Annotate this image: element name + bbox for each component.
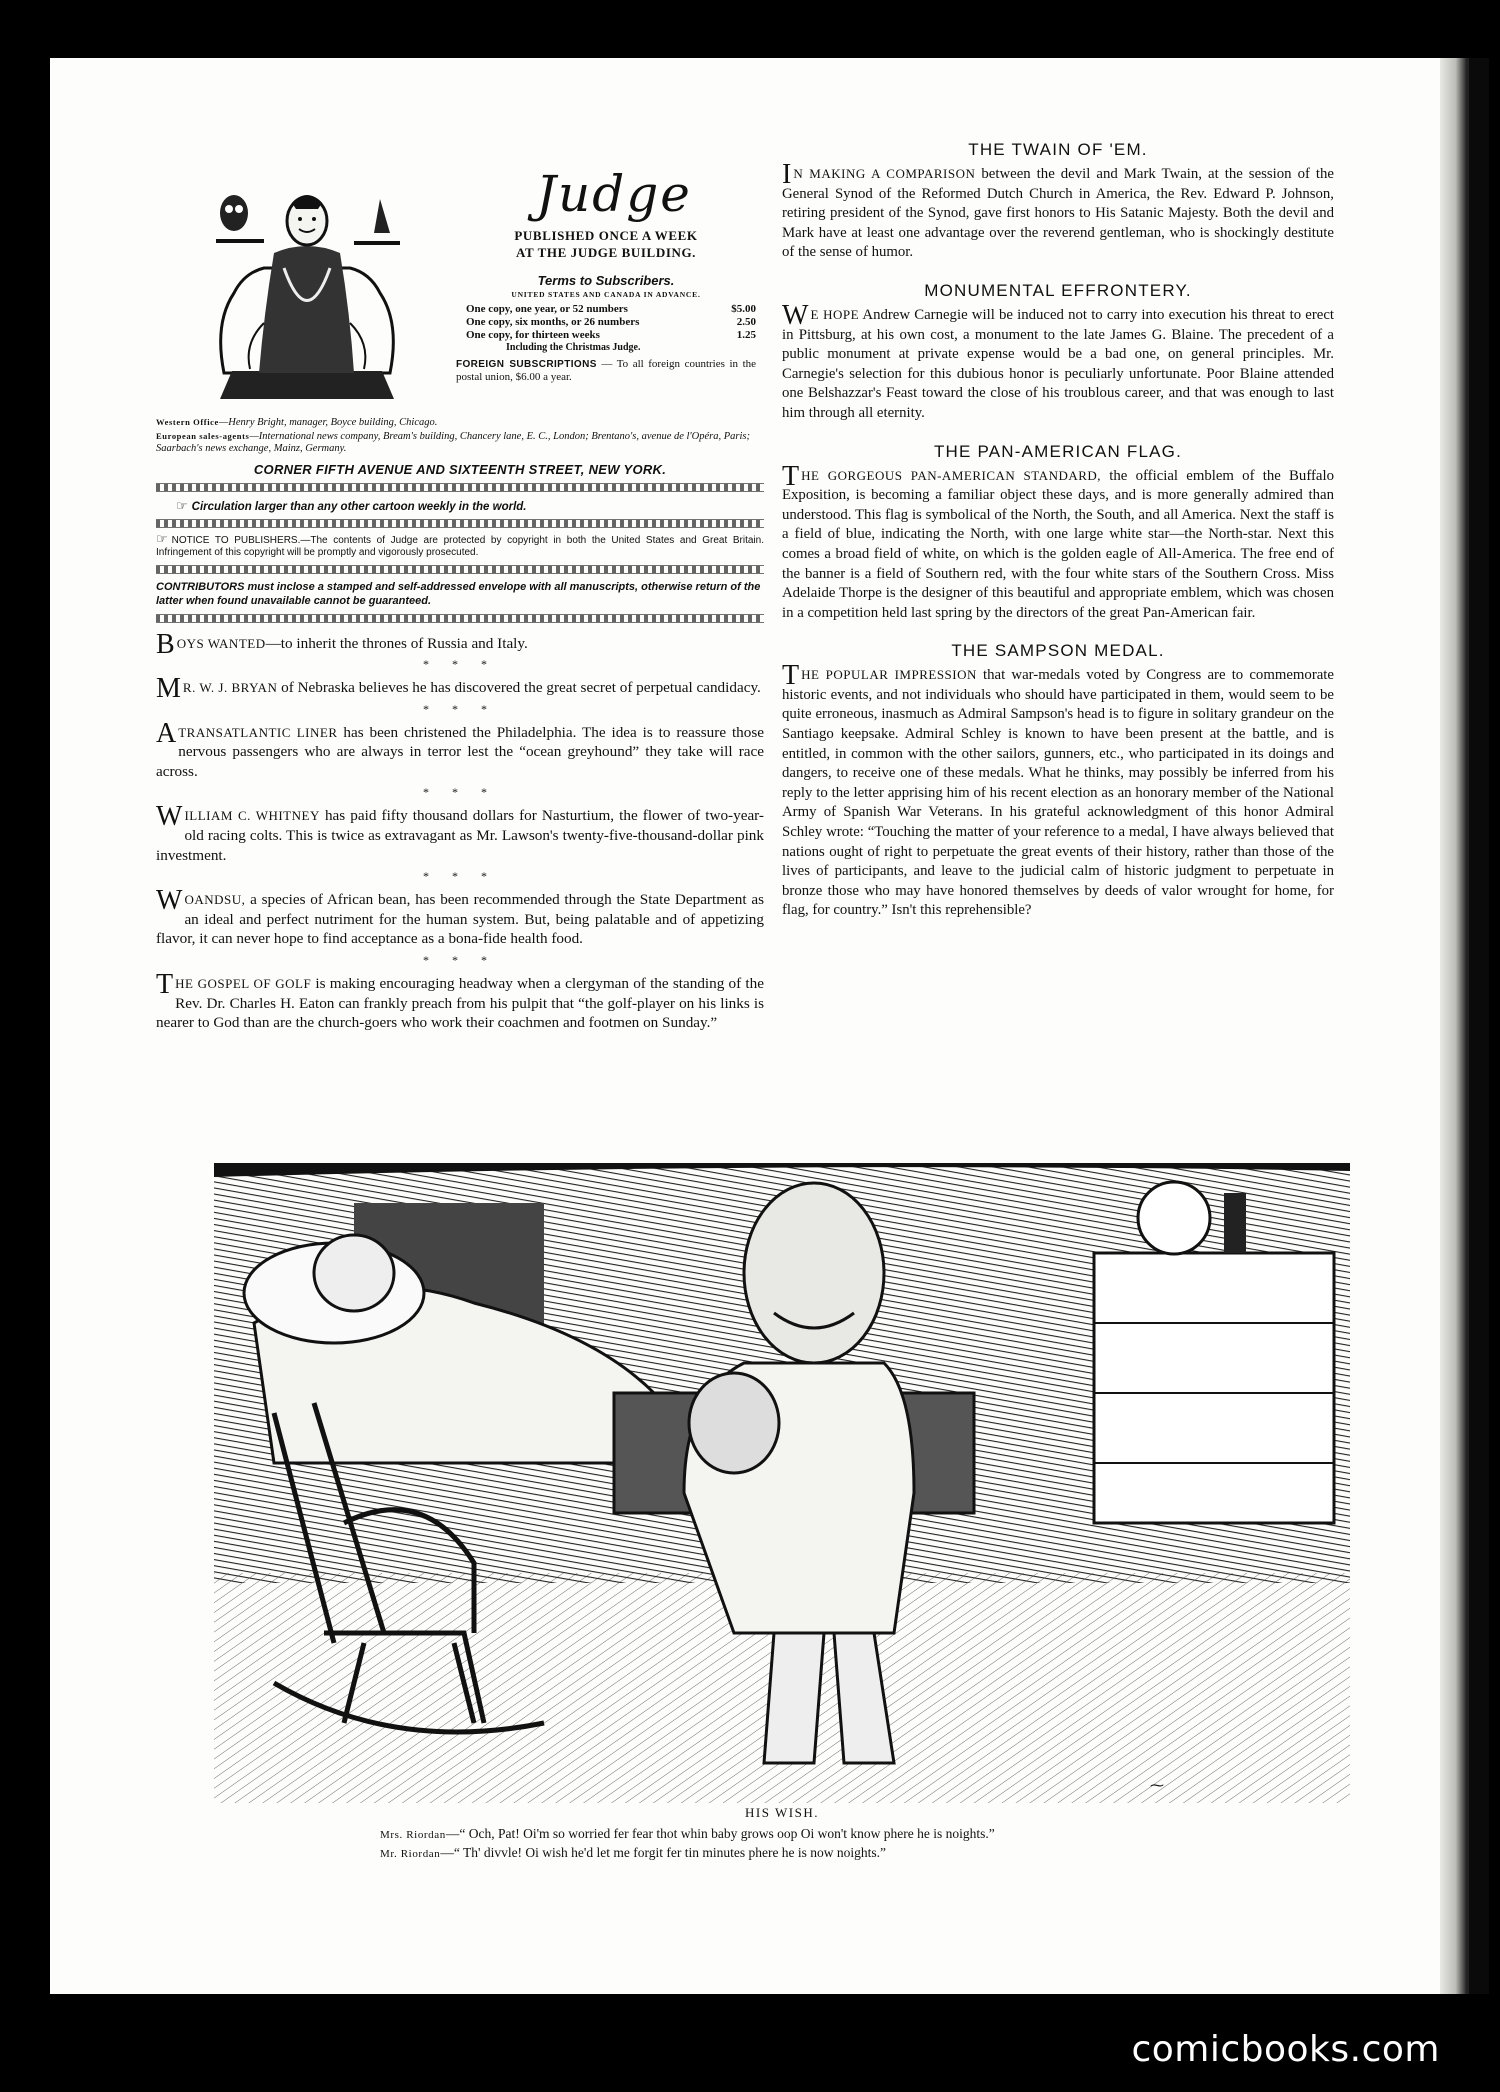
- item-lead: HE GOSPEL OF GOLF: [175, 976, 312, 992]
- article-title: MONUMENTAL EFFRONTERY.: [924, 280, 1192, 300]
- editorial-item: [156, 673, 764, 705]
- speaker: Mr. Riordan: [380, 1848, 441, 1860]
- article-text: Andrew Carnegie will be induced not to carry into execution his threat to erect in Pittsburg, at his own cost, a monument to the late James G. Blaine. The precedent of a public monument at private expense would be a bad one, on general principles. Mr. Carnegie's selection for this dubious honor is peculiarly unfortunate. Poor Blaine attended one Belshazzar's Feast toward the close of his troublous career, and that was enough to last him through all eternity.: [782, 306, 1334, 421]
- drop-cap: W: [156, 885, 183, 917]
- left-column: [156, 165, 764, 1033]
- judge-seated-figure-illustration: [204, 173, 410, 405]
- pointing-hand-icon: ☞: [176, 498, 188, 514]
- star-separator: * * *: [423, 953, 497, 968]
- article-text: between the devil and Mark Twain, at the session of the General Synod of the Reformed Dutch Church in America, the Rev. Edward P. Johnson, retiring president of the Synod, gave first honors to His Satanic Majesty. Both the devil and Mark have at least one advantage over the reverend gentleman, who is shockingly destitute of the sense of humor.: [782, 166, 1334, 261]
- western-text: —Henry Bright, manager, Boyce building, Chicago.: [218, 417, 438, 428]
- article-lead: N MAKING A COMPARISON: [793, 166, 976, 181]
- divider: [156, 614, 764, 623]
- foreign-subscriptions: [456, 358, 756, 384]
- item-lead: OANDSU,: [184, 892, 246, 908]
- article-body: [782, 660, 1334, 921]
- article-lead: HE POPULAR IMPRESSION: [801, 667, 977, 683]
- foreign-text: — To all foreign countries in the postal union, $6.00 a year.: [456, 358, 757, 383]
- drop-cap: A: [156, 717, 177, 749]
- price-row: [456, 329, 756, 342]
- divider: [156, 483, 764, 492]
- drop-cap: I: [782, 159, 792, 190]
- european-agents: [156, 430, 764, 456]
- circulation-line: [176, 499, 764, 514]
- star-separator: * * *: [423, 701, 497, 716]
- price-amount: $5.00: [731, 303, 756, 315]
- item-text: has been christened the Philadelphia. The idea is to reassure those nervous passengers who are always in terror lest the “ocean greyhound” they take will race across.: [156, 723, 764, 780]
- editorial-item: [156, 885, 764, 949]
- caption-line: [214, 1825, 1350, 1844]
- article-lead: HE GORGEOUS PAN-AMERICAN STANDARD,: [801, 467, 1102, 483]
- masthead-text: [456, 165, 756, 384]
- item-lead: R. W. J. BRYAN: [182, 680, 278, 696]
- drop-cap: W: [782, 299, 809, 331]
- contributors-note: CONTRIBUTORS must inclose a stamped and self-addressed envelope with all manuscripts, otherwise return of the latter when found unavailable cannot be guaranteed.: [156, 580, 761, 607]
- caption-line: [214, 1844, 1350, 1863]
- item-text: is making encouraging headway when a clergyman of the standing of the Rev. Dr. Charles H. Eaton can frankly preach from his pulpit that “the golf-player on his links is nearer to God than are the church-goers who work their coachmen and footmen on Sunday.”: [156, 975, 764, 1032]
- price-row: [456, 303, 756, 316]
- terms-heading: Terms to Subscribers.: [537, 273, 675, 288]
- drop-cap: T: [782, 660, 800, 692]
- article-title: THE TWAIN OF 'EM.: [968, 140, 1148, 159]
- cartoon-illustration: [214, 1163, 1350, 1803]
- bottle: [1224, 1193, 1246, 1253]
- star-separator: * * *: [423, 657, 497, 672]
- sleeping-woman: [314, 1235, 394, 1311]
- us-canada-note: UNITED STATES AND CANADA IN ADVANCE.: [511, 290, 701, 299]
- speaker: Mrs. Riordan: [380, 1829, 446, 1841]
- price-label: One copy, six months, or 26 numbers: [466, 316, 640, 328]
- notice-to-publishers: [156, 531, 764, 559]
- article-text: that war-medals voted by Congress are to commemorate historic events, and not individuals who should have participated in them, would seem to be quite erroneous, inasmuch as Admiral Sampson's head is to figure in solitary grandeur on the Santiago keepsake. Admiral Schley is known to have been present at the battle, and is entitled, in common with the other sailors, gunners, etc., who participated in its doings and dangers, to receive one of these medals. What he thinks, may possibly be inferred from his reply to the letter apprising him of his recent election as an honorary member of the National Army of Spanish War Veterans. In his grateful acknowledgment of this honor Admiral Schley wrote: “Touching the matter of your reference to a medal, I have always believed that nations ought of right to perpetuate the great events of their history, rather than those of the lives of participants, and leave to the judicial calm of historic judgment to perpetuate in bronze those who may have honored themselves by deeds of valor wrought for home, for flag, for country.” Isn't this reprehensible?: [782, 667, 1334, 919]
- right-column: [782, 140, 1334, 939]
- notice-text: NOTICE TO PUBLISHERS.—The contents of Judge are protected by copyright in both the United States and Great Britain. Infringement of this copyright will be promptly and vigorously prosecuted.: [156, 534, 764, 558]
- divider: [156, 519, 764, 528]
- cartoon-caption: [214, 1804, 1350, 1863]
- page-edge: [1440, 58, 1466, 1994]
- drop-cap: W: [156, 801, 183, 833]
- masthead: [156, 165, 764, 420]
- speech: —“ Th' divvle! Oi wish he'd let me forgit fer tin minutes phere he is now noights.”: [440, 1845, 887, 1860]
- price-label: One copy, one year, or 52 numbers: [466, 303, 628, 315]
- item-text: has paid fifty thousand dollars for Nasturtium, the flower of two-year-old racing colts. This is twice as extravagant as Mr. Lawson's twenty-five-thousand-dollar pink investment.: [156, 807, 764, 864]
- published-line-2: AT THE JUDGE BUILDING.: [515, 245, 697, 260]
- editorial-item: [156, 969, 764, 1033]
- western-label: Western Office: [156, 417, 219, 427]
- article-title: THE PAN-AMERICAN FLAG.: [933, 441, 1183, 461]
- european-text: —International news company, Bream's building, Chancery lane, E. C., London; Brentano's, avenue de l'Opéra, Paris; Saarbach's news exchange, Mainz, Germany.: [156, 430, 751, 454]
- article-title: THE SAMPSON MEDAL.: [951, 641, 1165, 661]
- watermark: comicbooks.com: [1131, 2029, 1440, 2070]
- book-spine: [1466, 58, 1489, 1994]
- price-amount: 1.25: [736, 329, 756, 341]
- cartoon-title: HIS WISH.: [745, 1805, 819, 1820]
- article-body: [782, 299, 1334, 424]
- divider: [156, 565, 764, 574]
- foreign-label: FOREIGN SUBSCRIPTIONS: [456, 359, 597, 370]
- european-label: European sales-agents: [156, 430, 250, 441]
- article-lead: E HOPE: [810, 306, 860, 322]
- editorial-item: [156, 717, 764, 782]
- dresser: [1094, 1253, 1334, 1523]
- article-text: the official emblem of the Buffalo Exposition, is becoming a familiar object these days, and is more generally admired than understood. This flag is symbolical of the North, the South, and all America. Next the staff is a field of blue, indicating the North, with one large white star—the North-star. Next this comes a broad field of white, on which is the golden eagle of All-America. The free end of the banner is a field of Southern red, with the four white stars of the Southern Cross. Miss Adelaide Thorpe is the designer of this beautiful and appropriate emblem, which was chosen in a competition held last spring by the directors of the great Pan-American fair.: [782, 467, 1334, 621]
- drop-cap: M: [156, 673, 181, 705]
- plate: [1138, 1182, 1210, 1254]
- address: CORNER FIFTH AVENUE AND SIXTEENTH STREET, NEW YORK.: [253, 461, 667, 477]
- item-text: a species of African bean, has been recommended through the State Department as an ideal and perfect nutriment for the human system. But, being palatable and of appetizing flavor, it can never hope to find acceptance as a bona-fide health food.: [156, 891, 764, 948]
- offices: [156, 416, 764, 456]
- price-amount: 2.50: [736, 316, 756, 328]
- item-text: —to inherit the thrones of Russia and Italy.: [265, 634, 528, 652]
- published-line-1: PUBLISHED ONCE A WEEK: [514, 228, 698, 243]
- item-text: of Nebraska believes he has discovered the great secret of perpetual candidacy.: [277, 679, 761, 697]
- circulation-text: Circulation larger than any other cartoon weekly in the world.: [191, 500, 527, 513]
- drop-cap: B: [156, 628, 175, 660]
- price-label: One copy, for thirteen weeks: [466, 329, 600, 341]
- item-lead: OYS WANTED: [176, 635, 266, 651]
- speech: —“ Och, Pat! Oi'm so worried fer fear thot whin baby grows oop Oi won't know phere he is noights.”: [445, 1826, 995, 1841]
- drop-cap: T: [156, 969, 174, 1001]
- editorial-item: [156, 801, 764, 865]
- artist-signature: ⁓: [1150, 1778, 1164, 1794]
- editorial-item: [156, 628, 764, 660]
- price-row: [456, 316, 756, 329]
- item-lead: ILLIAM C. WHITNEY: [184, 808, 320, 824]
- pointing-hand-icon: ☞: [156, 531, 168, 547]
- article-body: [782, 159, 1334, 263]
- drop-cap: T: [782, 460, 800, 492]
- star-separator: * * *: [423, 785, 497, 800]
- star-separator: * * *: [423, 869, 497, 884]
- christmas-note: Including the Christmas Judge.: [506, 342, 641, 353]
- judge-logo: Judge: [536, 165, 692, 223]
- article-body: [782, 460, 1334, 624]
- item-lead: TRANSATLANTIC LINER: [178, 724, 338, 740]
